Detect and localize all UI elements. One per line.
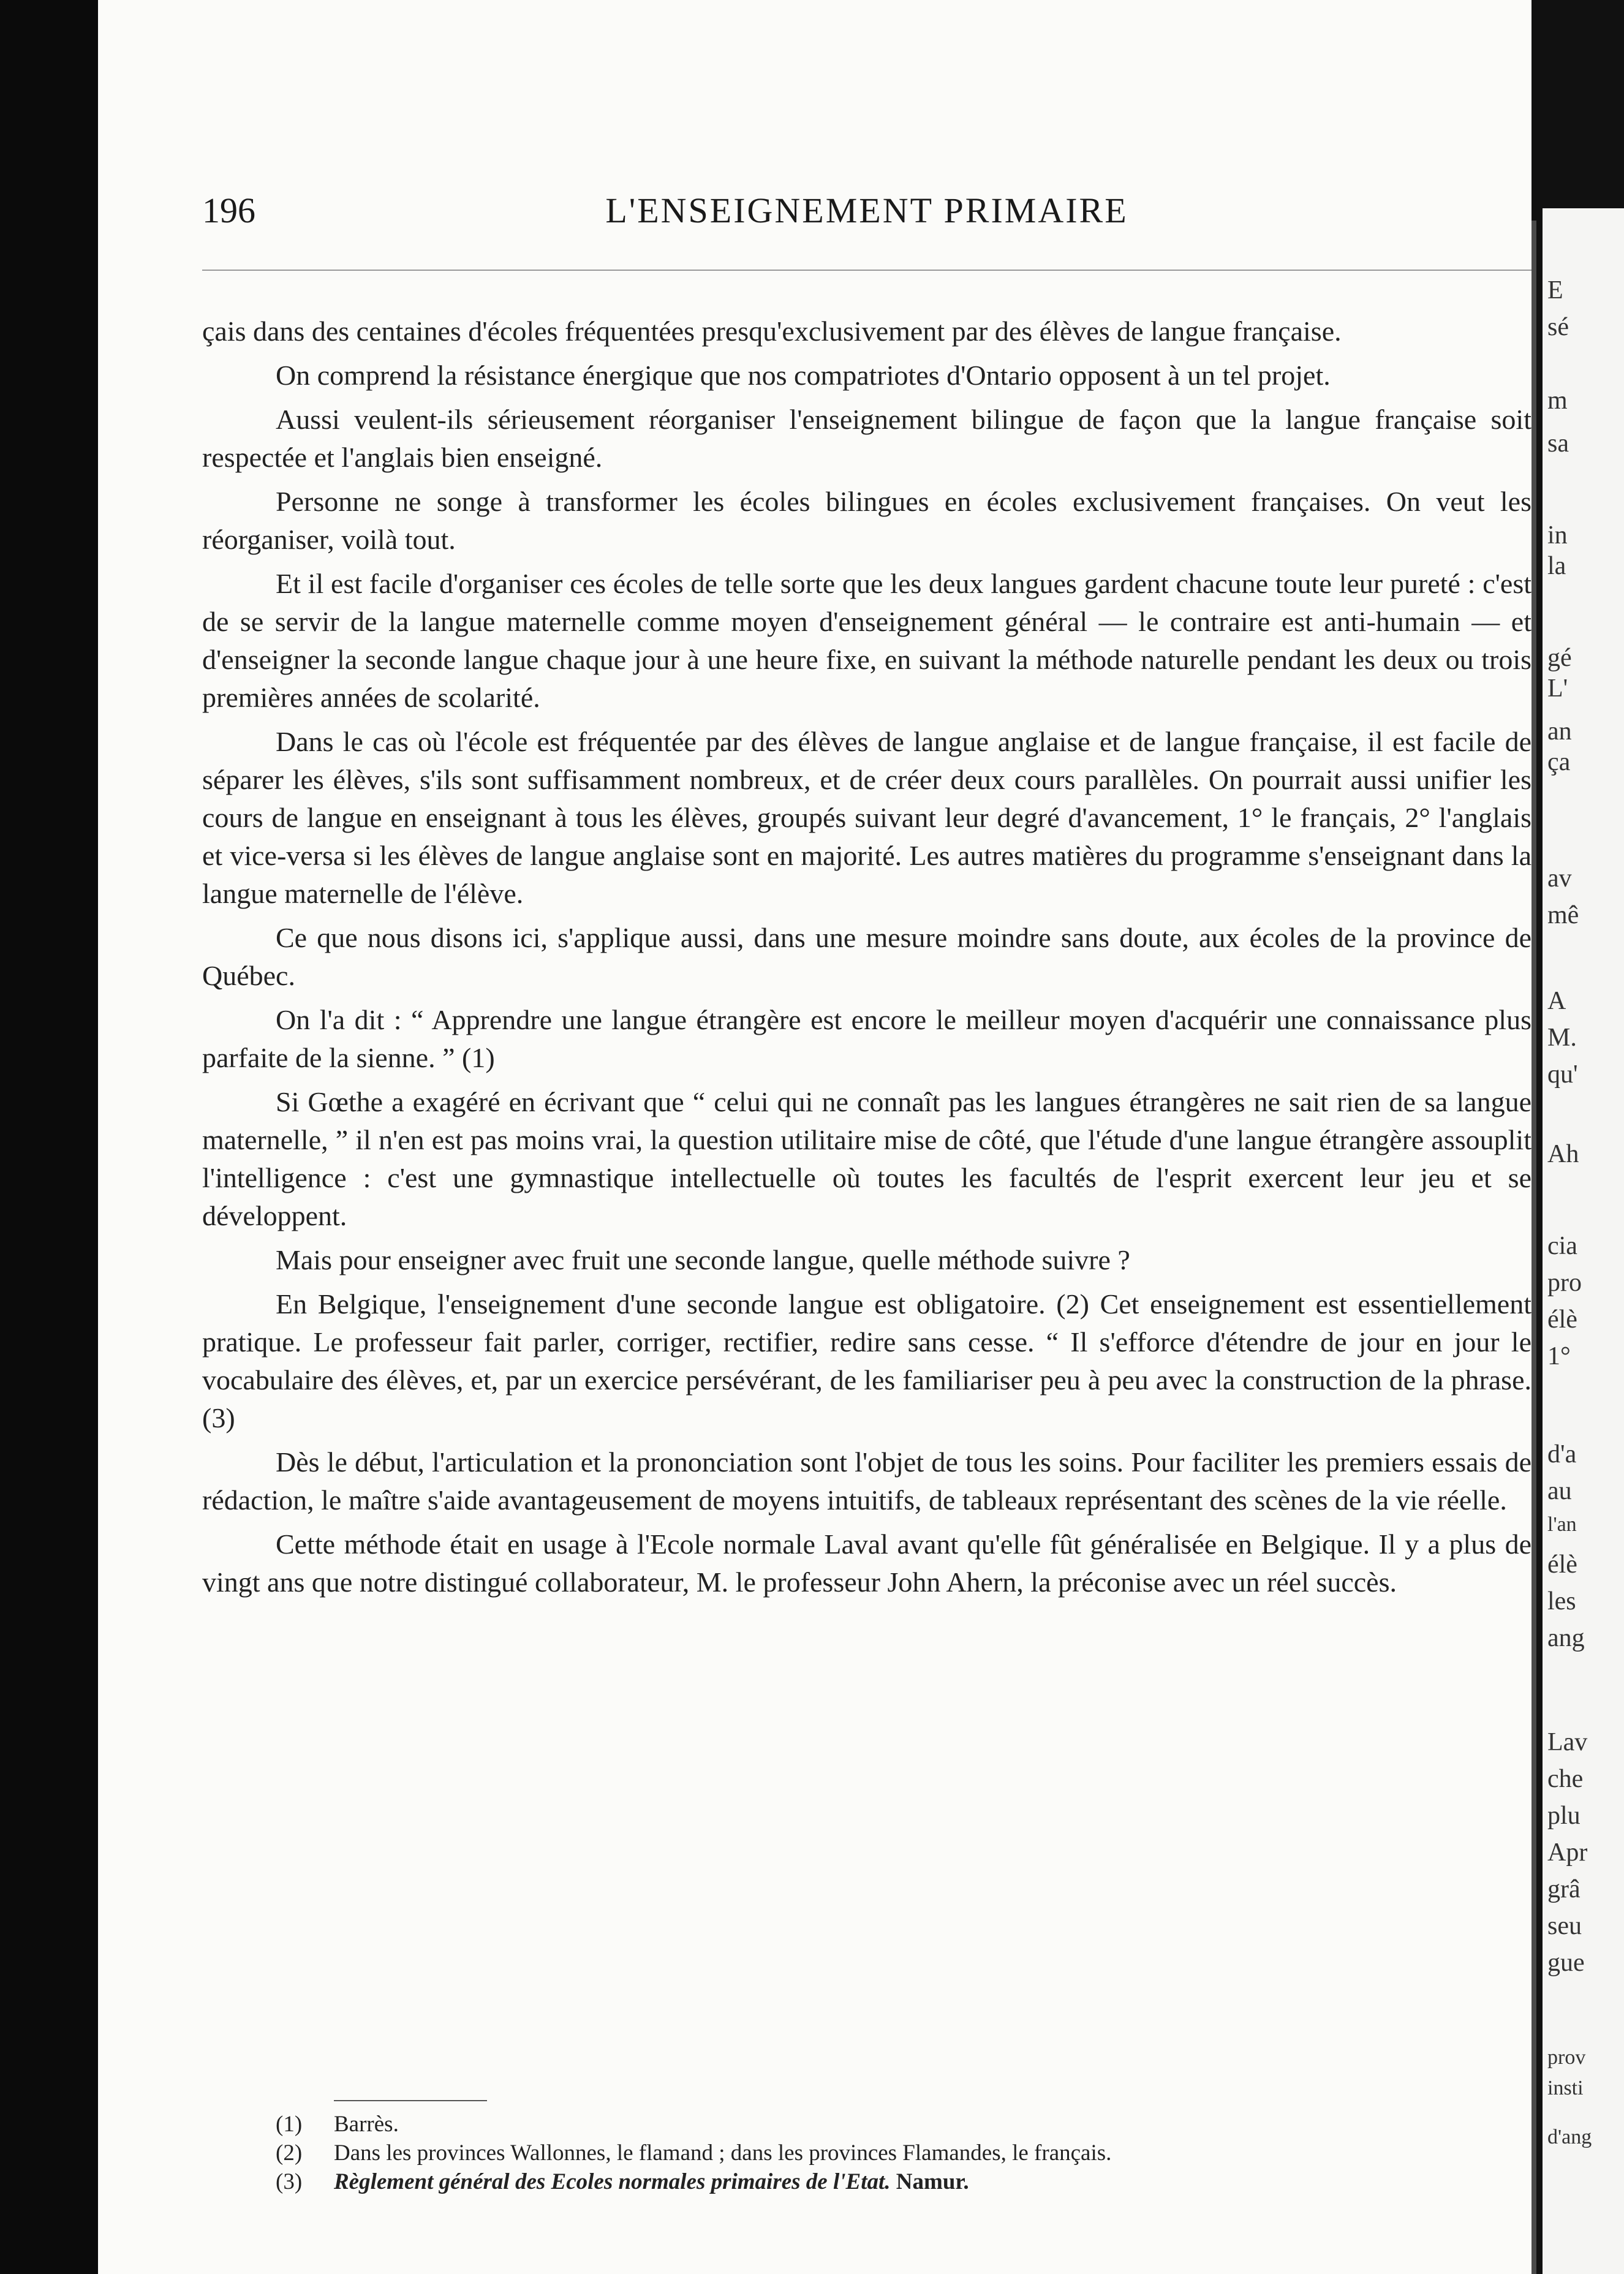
paragraph: Si Gœthe a exagéré en écrivant que “ celui qui ne connaît pas les langues étrangères ne sait rien de sa langue maternelle, ” il n'en est pas moins vrai, la question utilitaire mise de côté, que l'étude d'une langue étrangère assouplit l'intelligence : c'est une gymnastique intellectuelle où toutes les facultés de l'esprit exercent leur jeu et se développent. [202, 1086, 1531, 1231]
facing-page-fragment: qu' [1547, 1060, 1578, 1089]
footnote-text: Dans les provinces Wallonnes, le flamand ; dans les provinces Flamandes, le français. [334, 2140, 1112, 2166]
paragraph: Aussi veulent-ils sérieusement réorganiser l'enseignement bilingue de façon que la langue française soit respectée et l'anglais bien enseigné. [202, 404, 1531, 473]
body-text [202, 312, 1531, 1607]
paragraph: Personne ne songe à transformer les écoles bilingues en écoles exclusivement françaises. On veut les réorganiser, voilà tout. [202, 486, 1531, 555]
facing-page-fragment: plu [1547, 1802, 1581, 1830]
facing-page-fragment: Apr [1547, 1838, 1588, 1867]
facing-page-fragment: sé [1547, 313, 1569, 341]
facing-page-fragment: Ah [1547, 1140, 1579, 1168]
paragraph: Mais pour enseigner avec fruit une seconde langue, quelle méthode suivre ? [276, 1244, 1130, 1275]
facing-page-edge [1531, 0, 1624, 2274]
facing-page-fragment: in [1547, 521, 1568, 550]
footnote-mark: (1) [276, 2112, 303, 2137]
header-divider [202, 270, 1531, 271]
facing-page-fragment: av [1547, 864, 1572, 893]
paragraph: çais dans des centaines d'écoles fréquentées presqu'exclusivement par des élèves de langue française. [202, 315, 1342, 347]
page-gutter-line [1531, 221, 1536, 2274]
facing-page-fragment: les [1547, 1587, 1576, 1615]
footnote [202, 2110, 1531, 2139]
footnote-suffix: Namur. [896, 2169, 969, 2194]
running-title: L'ENSEIGNEMENT PRIMAIRE [605, 191, 1128, 230]
paragraph: Et il est facile d'organiser ces écoles de telle sorte que les deux langues gardent chacune toute leur pureté : c'est de se servir de la langue maternelle comme moyen d'enseignement général — le contraire est anti-humain — et d'enseigner la seconde langue chaque jour à une heure fixe, en suivant la méthode naturelle pendant les deux ou trois premières années de scolarité. [202, 568, 1531, 713]
facing-page-fragment: M. [1547, 1024, 1577, 1052]
facing-page-fragment: m [1547, 387, 1568, 415]
facing-page-fragment: la [1547, 552, 1566, 580]
facing-page-fragment: E [1547, 276, 1563, 304]
footnote-mark: (2) [276, 2140, 303, 2166]
facing-page-fragment: an [1547, 717, 1572, 746]
footnote [202, 2139, 1531, 2167]
footnote-text: Règlement général des Ecoles normales primaires de l'Etat. [334, 2169, 891, 2194]
footnote-text: Barrès. [334, 2112, 399, 2137]
facing-page-fragment: prov [1547, 2046, 1586, 2069]
footnote-mark: (3) [276, 2169, 303, 2194]
facing-page-fragment: 1° [1547, 1342, 1571, 1370]
facing-page-fragment: cia [1547, 1232, 1577, 1260]
facing-page-fragment: d'a [1547, 1440, 1577, 1468]
page-header [202, 190, 1531, 251]
paragraph: Dès le début, l'articulation et la prononciation sont l'objet de tous les soins. Pour faciliter les premiers essais de rédaction, le maître s'aide avantageusement de moyens intuitifs, de tableaux représentant des scènes de la vie réelle. [202, 1446, 1531, 1516]
paragraph: On l'a dit : “ Apprendre une langue étrangère est encore le meilleur moyen d'acquérir une connaissance plus parfaite de la sienne. ” (1) [202, 1004, 1531, 1073]
facing-page-fragment: sa [1547, 429, 1569, 458]
footnotes [202, 2110, 1531, 2196]
facing-page-fragment: gue [1547, 1949, 1585, 1977]
facing-page-fragment: gé [1547, 644, 1572, 672]
page-number: 196 [202, 191, 255, 230]
footnote [202, 2167, 1531, 2196]
facing-page-fragment: élè [1547, 1305, 1577, 1334]
facing-page-fragment: seu [1547, 1912, 1582, 1940]
paragraph: On comprend la résistance énergique que nos compatriotes d'Ontario opposent à un tel projet. [276, 360, 1331, 391]
facing-page-fragment: che [1547, 1765, 1584, 1793]
facing-page [1543, 208, 1624, 2274]
facing-page-fragment: d'ang [1547, 2126, 1592, 2148]
footnote-divider [334, 2100, 487, 2101]
facing-page-fragment: insti [1547, 2077, 1584, 2099]
facing-page-fragment: mê [1547, 901, 1579, 929]
paragraph: Dans le cas où l'école est fréquentée par des élèves de langue anglaise et de langue française, il est facile de séparer les élèves, s'ils sont suffisamment nombreux, et de créer deux cours parallèles. On pourrait aussi unifier les cours de langue en enseignant à tous les élèves, groupés suivant leur degré d'avancement, 1° le français, 2° l'anglais et vice-versa si les élèves de langue anglaise sont en majorité. Les autres matières du programme s'enseignant dans la langue maternelle de l'élève. [202, 726, 1531, 909]
facing-page-fragment: Lav [1547, 1728, 1588, 1756]
facing-page-fragment: ça [1547, 748, 1571, 776]
facing-page-fragment: L' [1547, 674, 1568, 703]
paragraph: En Belgique, l'enseignement d'une seconde langue est obligatoire. (2) Cet enseignement est essentiellement pratique. Le professeur fait parler, corriger, rectifier, redire sans cesse. “ Il s'efforce d'étendre de jour en jour le vocabulaire des élèves, et, par un exercice persévérant, de les familiariser peu à peu avec la construction de la phrase. (3) [202, 1288, 1531, 1434]
facing-page-fragment: ang [1547, 1624, 1585, 1652]
facing-page-fragment: pro [1547, 1269, 1582, 1297]
facing-page-fragment: élè [1547, 1551, 1577, 1579]
facing-page-fragment: l'an [1547, 1513, 1577, 1536]
facing-page-fragment: grâ [1547, 1875, 1581, 1903]
facing-page-fragment: au [1547, 1477, 1572, 1505]
facing-page-fragment: A [1547, 987, 1566, 1015]
paragraph: Cette méthode était en usage à l'Ecole normale Laval avant qu'elle fût généralisée en Belgique. Il y a plus de vingt ans que notre distingué collaborateur, M. le professeur John Ahern, la préconise avec un réel succès. [202, 1528, 1531, 1598]
paragraph: Ce que nous disons ici, s'applique aussi, dans une mesure moindre sans doute, aux écoles de la province de Québec. [202, 922, 1531, 991]
